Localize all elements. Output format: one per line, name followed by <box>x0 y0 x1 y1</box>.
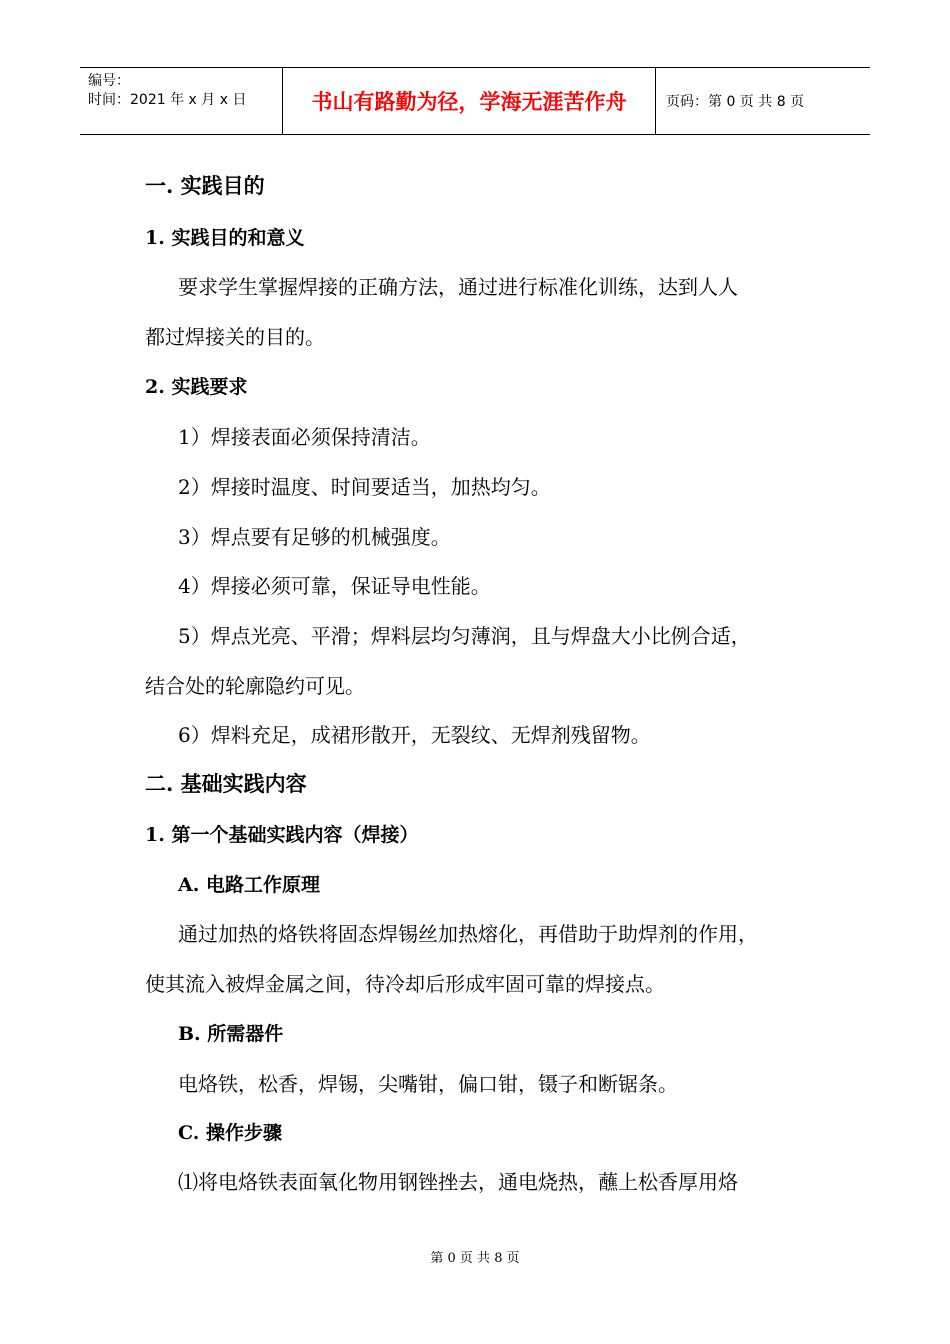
header-meta-cell <box>80 68 283 134</box>
requirement-item-cont: 结合处的轮廓隐约可见。 <box>145 674 365 698</box>
motto-text: 书山有路勤为径，学海无涯苦作舟 <box>311 89 627 114</box>
paragraph: ⑴将电烙铁表面氧化物用钢锉挫去，通电烧热，蘸上松香厚用烙 <box>178 1170 738 1194</box>
requirement-item: 3）焊点要有足够的机械强度。 <box>178 525 451 549</box>
paragraph: 要求学生掌握焊接的正确方法，通过进行标准化训练，达到人人 <box>178 275 738 299</box>
section-1-2-title: 2. 实践要求 <box>145 376 248 398</box>
paragraph: 使其流入被焊金属之间，待冷却后形成牢固可靠的焊接点。 <box>145 972 665 996</box>
number-label: 编号： <box>88 73 130 89</box>
requirement-item: 2）焊接时温度、时间要适当，加热均匀。 <box>178 475 551 499</box>
section-2-title: 二. 基础实践内容 <box>145 771 307 796</box>
section-1-1-title: 1. 实践目的和意义 <box>145 227 305 249</box>
requirement-item: 5）焊点光亮、平滑；焊料层均匀薄润，且与焊盘大小比例合适， <box>178 624 751 648</box>
page-label: 页码：第 0 页 共 8 页 <box>666 94 805 110</box>
page-footer: 第 0 页 共 8 页 <box>430 1251 520 1266</box>
section-1-title: 一. 实践目的 <box>145 173 265 198</box>
page-cell <box>656 68 870 134</box>
requirement-item: 1）焊接表面必须保持清洁。 <box>178 425 431 449</box>
time-label: 时间：2021 年 x 月 x 日 <box>88 92 247 108</box>
requirement-item: 6）焊料充足，成裙形散开，无裂纹、无焊剂残留物。 <box>178 723 651 747</box>
subsection-b-title: B. 所需器件 <box>178 1023 284 1045</box>
paragraph: 通过加热的烙铁将固态焊锡丝加热熔化，再借助于助焊剂的作用， <box>178 922 758 946</box>
header-table <box>80 67 870 135</box>
motto-cell <box>283 68 656 134</box>
subsection-a-title: A. 电路工作原理 <box>178 874 320 896</box>
paragraph: 电烙铁，松香，焊锡，尖嘴钳，偏口钳，镊子和断锯条。 <box>178 1072 678 1096</box>
subsection-c-title: C. 操作步骤 <box>178 1122 283 1144</box>
section-2-1-title: 1. 第一个基础实践内容（焊接） <box>145 824 419 846</box>
paragraph: 都过焊接关的目的。 <box>145 325 325 349</box>
requirement-item: 4）焊接必须可靠，保证导电性能。 <box>178 574 491 598</box>
